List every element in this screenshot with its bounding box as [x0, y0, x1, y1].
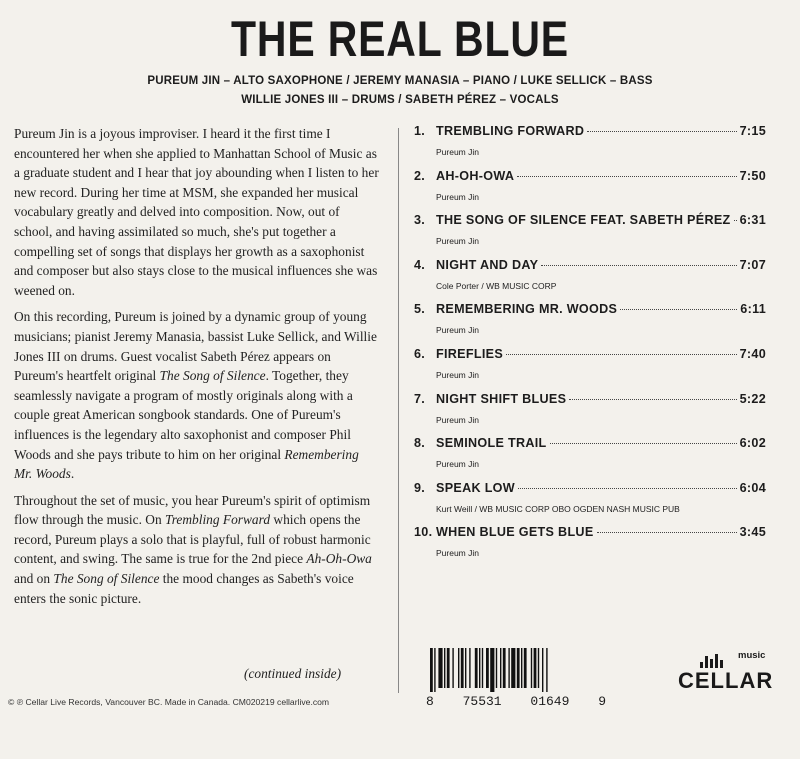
barcode-bar [458, 648, 459, 688]
barcode-bar [542, 648, 543, 692]
column-divider [398, 128, 399, 693]
track-item [414, 436, 766, 481]
track-leader-dots [518, 488, 737, 489]
barcode-bar [452, 648, 453, 688]
barcode [426, 648, 606, 709]
track-line [414, 347, 766, 367]
track-composer: Cole Porter / WB MUSIC CORP [436, 280, 557, 291]
continued-inside-note: (continued inside) [244, 666, 342, 681]
track-composer: Kurt Weill / WB MUSIC CORP OBO OGDEN NASH MUSIC PUB [436, 503, 680, 514]
track-title: NIGHT AND DAY [436, 257, 539, 272]
track-line [414, 525, 766, 545]
liner-paragraph-2 [14, 307, 379, 483]
liner-text: On this recording, Pureum is joined by a dynamic group of young musicians; pianist Jeremy Manasia, bassist Luke Sellick, and Willie Jones III on drums. Guest vocalist Sabeth Pérez appears on Pureum's heartfelt original [14, 309, 377, 384]
credits-line-2: WILLIE JONES III – DRUMS / SABETH PÉREZ – VOCALS [241, 94, 559, 106]
barcode-digit-last: 9 [598, 694, 606, 709]
track-line [414, 302, 766, 322]
track-composer: Pureum Jin [436, 369, 479, 380]
track-title: SEMINOLE TRAIL [436, 436, 547, 451]
liner-italic-ah-oh-owa: Ah-Oh-Owa [306, 551, 372, 567]
track-number: 5. [414, 302, 426, 317]
copyright-footer: © ℗ Cellar Live Records, Vancouver BC. Made in Canada. CM020219 cellarlive.com [8, 697, 330, 707]
track-duration: 7:50 [739, 168, 766, 183]
track-composer: Pureum Jin [436, 459, 479, 470]
track-leader-dots [734, 220, 737, 221]
barcode-digits [426, 694, 606, 709]
album-title: THE REAL BLUE [231, 11, 569, 67]
barcode-bar [465, 648, 466, 688]
barcode-bar [503, 648, 506, 688]
track-leader-dots [620, 309, 737, 310]
track-duration: 6:02 [739, 436, 766, 451]
barcode-bar [531, 648, 532, 688]
track-number: 1. [414, 124, 426, 138]
liner-text: and on [14, 571, 54, 587]
track-line [414, 124, 766, 144]
barcode-bar [430, 648, 433, 692]
track-composer: Pureum Jin [436, 325, 479, 336]
track-title: AH-OH-OWA [436, 168, 515, 183]
barcode-bar [521, 648, 522, 688]
credits-line-1: PUREUM JIN – ALTO SAXOPHONE / JEREMY MANASIA – PIANO / LUKE SELLICK – BASS [147, 75, 653, 87]
track-line [414, 169, 766, 189]
barcode-bar [461, 648, 464, 688]
barcode-bar [475, 648, 478, 688]
track-item [414, 258, 766, 303]
track-composer: Pureum Jin [436, 191, 479, 202]
track-composer: Pureum Jin [436, 548, 479, 559]
barcode-bar [511, 648, 515, 688]
track-item [414, 169, 766, 214]
liner-italic-song-of-silence: The Song of Silence [53, 571, 160, 587]
barcode-bar [438, 648, 442, 688]
track-title: REMEMBERING MR. WOODS [436, 302, 618, 317]
barcode-bar [479, 648, 480, 688]
barcode-bar [444, 648, 445, 688]
track-leader-dots [517, 176, 736, 177]
track-duration: 6:11 [740, 302, 766, 317]
track-number: 6. [414, 346, 426, 361]
track-duration: 3:45 [739, 525, 766, 540]
track-duration: 7:07 [739, 257, 766, 272]
track-item [414, 392, 766, 437]
logo-music-text: music [738, 650, 766, 661]
barcode-bar [486, 648, 489, 688]
logo-bars-icon [700, 652, 736, 668]
track-title: FIREFLIES [436, 346, 504, 361]
barcode-bar [524, 648, 527, 688]
track-duration: 7:15 [739, 124, 766, 138]
barcode-bar [517, 648, 520, 688]
track-number: 10. [414, 525, 433, 540]
logo-cellar-text: CELLAR [678, 668, 774, 693]
barcode-bar [508, 648, 509, 688]
barcode-bar [496, 648, 497, 688]
track-duration: 6:31 [739, 213, 766, 228]
track-composer: Pureum Jin [436, 414, 479, 425]
barcode-bar [538, 648, 539, 688]
barcode-digit-group-1: 75531 [462, 694, 502, 709]
musician-credits [0, 72, 800, 110]
track-number: 3. [414, 213, 426, 228]
liner-notes [14, 124, 379, 681]
liner-text: Throughout the set of music, you hear Pureum's spirit of optimism flow through the music. On [14, 492, 371, 528]
track-line [414, 392, 766, 412]
track-line [414, 436, 766, 456]
track-composer: Pureum Jin [436, 236, 479, 247]
track-title: WHEN BLUE GETS BLUE [436, 525, 594, 540]
track-composer: Pureum Jin [436, 147, 479, 157]
track-item [414, 213, 766, 258]
liner-italic-remembering: Remembering Mr. Woods [14, 446, 359, 482]
track-item [414, 347, 766, 392]
liner-paragraph-3 [14, 491, 379, 609]
barcode-bar [490, 648, 494, 692]
track-line [414, 258, 766, 278]
track-title: NIGHT SHIFT BLUES [436, 391, 567, 406]
track-title: TREMBLING FORWARD [436, 124, 585, 138]
cellar-music-logo [678, 650, 778, 700]
track-leader-dots [550, 443, 737, 444]
barcode-bar [434, 648, 435, 692]
track-item [414, 481, 766, 526]
track-item [414, 124, 766, 169]
track-duration: 6:04 [739, 480, 766, 495]
track-title: SPEAK LOW [436, 480, 515, 495]
track-leader-dots [541, 265, 736, 266]
barcode-digit-group-2: 01649 [530, 694, 570, 709]
liner-italic-trembling: Trembling Forward [165, 512, 271, 528]
liner-paragraph-1: Pureum Jin is a joyous improviser. I heard it the first time I encountered her when she applied to Manhattan School of Music as a graduate student and I hear that joy abounding when I listen to her new record. During her time at MSM, she expanded her musical vocabulary greatly and delved into composition. Now, out of school, and having assimilated so much, she's put together a compelling set of songs that displays her growth as a saxophonist and composer but also stays close to the musical influences she was weened on. [14, 126, 379, 298]
track-leader-dots [597, 532, 737, 533]
barcode-bar [534, 648, 537, 688]
track-line [414, 481, 766, 501]
track-leader-dots [587, 131, 736, 132]
track-leader-dots [506, 354, 737, 355]
track-title: THE SONG OF SILENCE FEAT. SABETH PÉREZ [436, 213, 731, 228]
track-number: 9. [414, 480, 426, 495]
track-number: 7. [414, 391, 426, 406]
liner-text: the mood changes as Sabeth's voice enters the sonic picture. [14, 571, 354, 606]
track-line [414, 213, 766, 233]
track-number: 2. [414, 168, 426, 183]
barcode-bar [546, 648, 547, 692]
barcode-bars [426, 648, 606, 692]
track-leader-dots [569, 399, 736, 400]
barcode-bar [469, 648, 470, 688]
barcode-digit-first: 8 [426, 694, 434, 709]
barcode-bar [447, 648, 450, 688]
track-item [414, 302, 766, 347]
liner-italic-song-of-silence: The Song of Silence [159, 368, 266, 384]
liner-text: . Together, they seamlessly navigate a program of mostly originals along with a couple great American songbook standards. One of Pureum's influences is the legendary alto saxophonist and composer Phil Woods and she pays tribute to him on her original [14, 368, 353, 462]
track-duration: 5:22 [739, 391, 766, 406]
liner-text: . [70, 466, 75, 482]
liner-text: which opens the record, Pureum plays a solo that is playful, full of robust harmonic content, and swing. The same is true for the 2nd piece [14, 512, 371, 567]
barcode-bar [482, 648, 483, 688]
barcode-bar [500, 648, 501, 688]
track-number: 4. [414, 257, 426, 272]
track-number: 8. [414, 436, 426, 451]
track-list [414, 124, 766, 570]
track-item [414, 525, 766, 570]
track-duration: 7:40 [739, 346, 766, 361]
